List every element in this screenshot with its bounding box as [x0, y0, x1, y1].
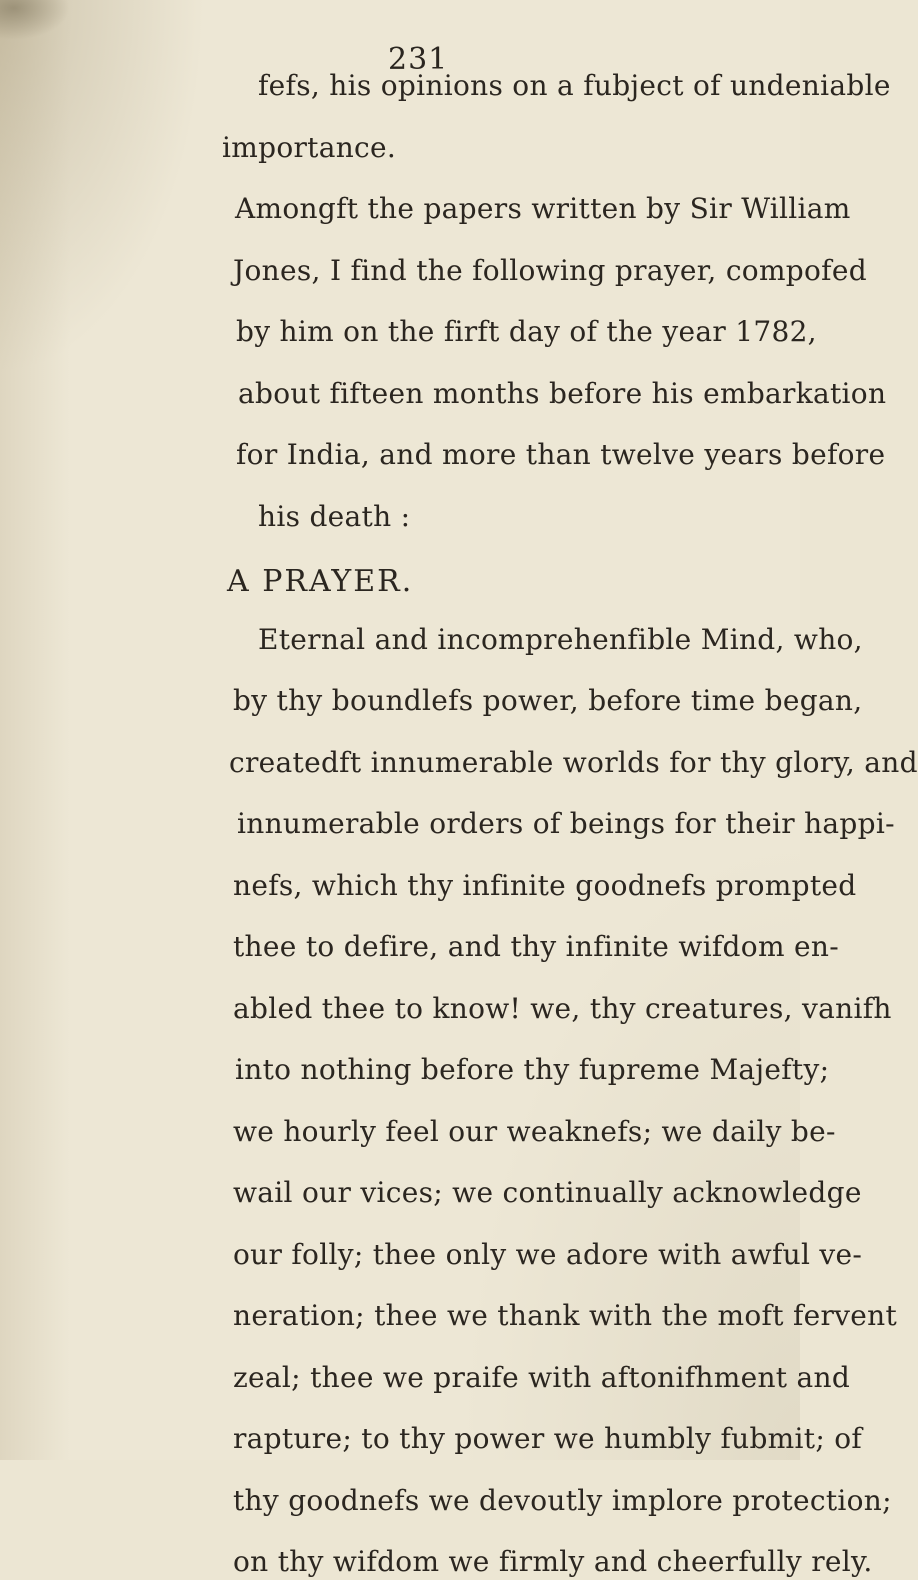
- text-line: his death :: [258, 500, 411, 533]
- text-line: we hourly feel our weaknefs; we daily be-: [233, 1115, 836, 1148]
- text-line: zeal; thee we praife with aftonifhment and: [233, 1361, 851, 1394]
- section-heading: A PRAYER.: [227, 564, 414, 599]
- text-line: Eternal and incomprehenfible Mind, who,: [258, 623, 863, 656]
- text-line: rapture; to thy power we humbly fubmit; of: [233, 1422, 863, 1455]
- text-line: Jones, I find the following prayer, compofed: [233, 254, 867, 287]
- text-line: by thy boundlefs power, before time began,: [233, 684, 863, 717]
- text-line: innumerable orders of beings for their happi-: [237, 807, 895, 840]
- text-line: into nothing before thy fupreme Majefty;: [235, 1053, 830, 1086]
- text-line: our folly; thee only we adore with awful ve-: [233, 1238, 863, 1271]
- text-line: fefs, his opinions on a fubject of undeniable: [258, 69, 891, 102]
- text-line: nefs, which thy infinite goodnefs prompted: [233, 869, 857, 902]
- text-line: wail our vices; we continually acknowledge: [233, 1176, 862, 1209]
- text-line: on thy wifdom we firmly and cheerfully rely.: [233, 1545, 873, 1578]
- text-line: Amongft the papers written by Sir William: [235, 192, 851, 225]
- text-line: about fifteen months before his embarkation: [238, 377, 887, 410]
- text-line: for India, and more than twelve years before: [236, 438, 886, 471]
- page-number: 231: [388, 42, 449, 77]
- text-line: importance.: [222, 131, 397, 164]
- text-line: by him on the firft day of the year 1782,: [236, 315, 817, 348]
- text-line: neration; thee we thank with the moft fervent: [233, 1299, 898, 1332]
- text-line: abled thee to know! we, thy creatures, vanifh: [233, 992, 892, 1025]
- text-line: thy goodnefs we devoutly implore protection;: [233, 1484, 892, 1517]
- page-stain: [0, 0, 70, 40]
- text-line: thee to defire, and thy infinite wifdom en-: [233, 930, 839, 963]
- text-line: createdft innumerable worlds for thy glory, and: [229, 746, 918, 779]
